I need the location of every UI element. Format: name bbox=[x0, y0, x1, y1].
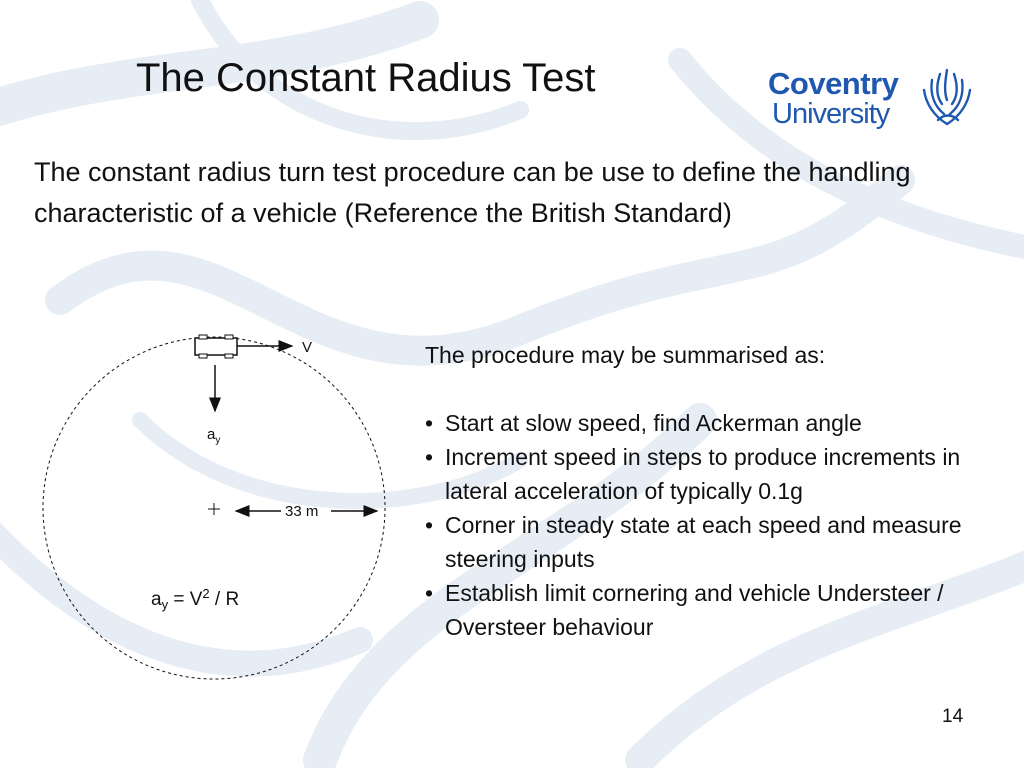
logo-line2: University bbox=[772, 98, 890, 130]
acceleration-label-base: a bbox=[207, 426, 216, 443]
list-item bbox=[425, 406, 985, 440]
formula-a: a bbox=[151, 589, 162, 610]
center-cross bbox=[208, 503, 220, 515]
radius-label: 33 m bbox=[285, 503, 319, 520]
list-item-text: Corner in steady state at each speed and measure steering inputs bbox=[445, 512, 962, 572]
list-item bbox=[425, 508, 985, 576]
list-item bbox=[425, 576, 985, 644]
formula-sub: y bbox=[161, 597, 169, 612]
list-item-text: Increment speed in steps to produce increments in lateral acceleration of typically 0.1g bbox=[445, 444, 961, 504]
bullet: • bbox=[425, 580, 434, 606]
bullet: • bbox=[425, 512, 434, 538]
vehicle-icon bbox=[195, 335, 237, 358]
acceleration-label bbox=[207, 426, 220, 446]
formula-eq: = V bbox=[168, 589, 203, 610]
list-item-text: Start at slow speed, find Ackerman angle bbox=[445, 410, 862, 436]
intro-paragraph: The constant radius turn test procedure can be use to define the handling characteristic of a vehicle (Reference the British Standard) bbox=[34, 157, 911, 228]
procedure-heading: The procedure may be summarised as: bbox=[425, 342, 826, 368]
formula bbox=[151, 586, 239, 612]
constant-radius-diagram bbox=[30, 325, 400, 685]
slide-title: The Constant Radius Test bbox=[136, 56, 596, 100]
university-logo bbox=[766, 64, 986, 134]
procedure-panel bbox=[425, 338, 985, 644]
formula-sup: 2 bbox=[202, 586, 210, 601]
phoenix-icon bbox=[914, 64, 980, 130]
logo-line1: Coventry bbox=[768, 66, 899, 101]
page-number: 14 bbox=[942, 706, 964, 727]
velocity-label: V bbox=[302, 339, 313, 356]
formula-rest: / R bbox=[209, 589, 240, 610]
list-item-text: Establish limit cornering and vehicle Understeer / Oversteer behaviour bbox=[445, 580, 944, 640]
list-item bbox=[425, 440, 985, 508]
procedure-list bbox=[425, 406, 985, 644]
bullet: • bbox=[425, 410, 434, 436]
acceleration-label-sub: y bbox=[215, 435, 221, 446]
bullet: • bbox=[425, 444, 434, 470]
